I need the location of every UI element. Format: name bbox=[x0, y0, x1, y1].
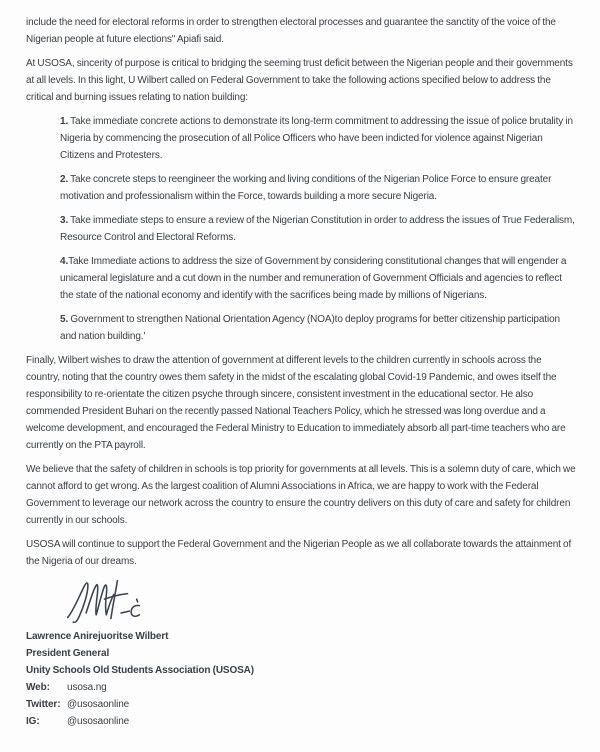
item-3-text: Take immediate steps to ensure a review of the Nigerian Constitution in order to address the issues of True Federalism, Resource Control and Electoral Reforms. bbox=[60, 215, 575, 243]
item-1-text: Take immediate concrete actions to demonstrate its long-term commitment to addressing the issue of police brutality in Nigeria by commencing the prosecution of all Police Officers who have been indicted for violence against Nigerian Citizens and Protesters. bbox=[60, 116, 573, 161]
signatory-organization: Unity Schools Old Students Association (USOSA) bbox=[26, 665, 254, 676]
contact-row-ig bbox=[26, 713, 576, 730]
web-value: usosa.ng bbox=[67, 682, 107, 693]
handwritten-signature bbox=[64, 577, 576, 625]
intro-paragraph-2: At USOSA, sincerity of purpose is critical to bridging the seeming trust deficit between the Nigerian people and their governments at all levels. In this light, U Wilbert called on Federal Government to take the following actions specified below to address the critical and burning issues relating to nation building: bbox=[26, 58, 573, 103]
item-5-number: 5. bbox=[60, 314, 69, 325]
twitter-value: @usosaonline bbox=[67, 699, 130, 710]
closing-paragraph-3: USOSA will continue to support the Federal Government and the Nigerian People as we all collaborate towards the attainment of the Nigeria of our dreams. bbox=[26, 539, 572, 567]
closing-paragraph-2: We believe that the safety of children in schools is top priority for governments at all levels. This is a solemn duty of care, which we cannot afford to get wrong. As the largest coalition of Alumni Associations in Africa, we are happy to work with the Federal Government to leverage our network across the country to ensure the country delivers on this duty of care and safety for children currently in our schools. bbox=[26, 464, 576, 526]
numbered-list bbox=[26, 113, 576, 345]
item-4-text: Take Immediate actions to address the size of Government by considering constitutional changes that will engender a unicameral legislature and a cut down in the number and remuneration of Government Officials and agencies to reflect the state of the national economy and identify with the sacrifices being made by millions of Nigerians. bbox=[60, 256, 567, 301]
ig-value: @usosaonline bbox=[67, 716, 130, 727]
numbered-item-3 bbox=[26, 212, 576, 246]
contact-row-twitter bbox=[26, 696, 576, 713]
ig-label: IG: bbox=[26, 716, 40, 727]
numbered-item-1 bbox=[26, 113, 576, 164]
item-2-number: 2. bbox=[60, 174, 69, 185]
item-3-number: 3. bbox=[60, 215, 69, 226]
item-5-text: Government to strengthen National Orientation Agency (NOA)to deploy programs for better citizenship participation and nation building.' bbox=[60, 314, 560, 342]
item-4-number: 4. bbox=[60, 256, 69, 267]
numbered-item-5 bbox=[26, 311, 576, 345]
numbered-item-4 bbox=[26, 253, 576, 304]
signature-scribble-icon bbox=[64, 577, 156, 625]
signatory-title: President General bbox=[26, 648, 110, 659]
item-2-text: Take concrete steps to reengineer the working and living conditions of the Nigerian Police Force to ensure greater motivation and professionalism within the Force, towards building a more secure Nigeria. bbox=[60, 174, 552, 202]
intro-paragraph-1: include the need for electoral reforms in order to strengthen electoral processes and guarantee the sanctity of the voice of the Nigerian people at future elections" Apiafi said. bbox=[26, 17, 556, 45]
contact-row-web bbox=[26, 679, 576, 696]
signature-block bbox=[26, 628, 576, 730]
twitter-label: Twitter: bbox=[26, 699, 61, 710]
closing-paragraph-1: Finally, Wilbert wishes to draw the attention of government at different levels to the children currently in schools across the country, noting that the country owes them safety in the midst of the escalating global Covid-19 Pandemic, and owes itself the responsibility to re-orientate the citizen psyche through sincere, consistent investment in the educational sector. He also commended President Buhari on the recently passed National Teachers Policy, which he stressed was long overdue and a welcome development, and encouraged the Federal Ministry to Education to immediately absorb all part-time teachers who are currently on the PTA payroll. bbox=[26, 355, 566, 451]
web-label: Web: bbox=[26, 682, 50, 693]
numbered-item-2 bbox=[26, 171, 576, 205]
signatory-name: Lawrence Anirejuoritse Wilbert bbox=[26, 631, 169, 642]
item-1-number: 1. bbox=[60, 116, 69, 127]
